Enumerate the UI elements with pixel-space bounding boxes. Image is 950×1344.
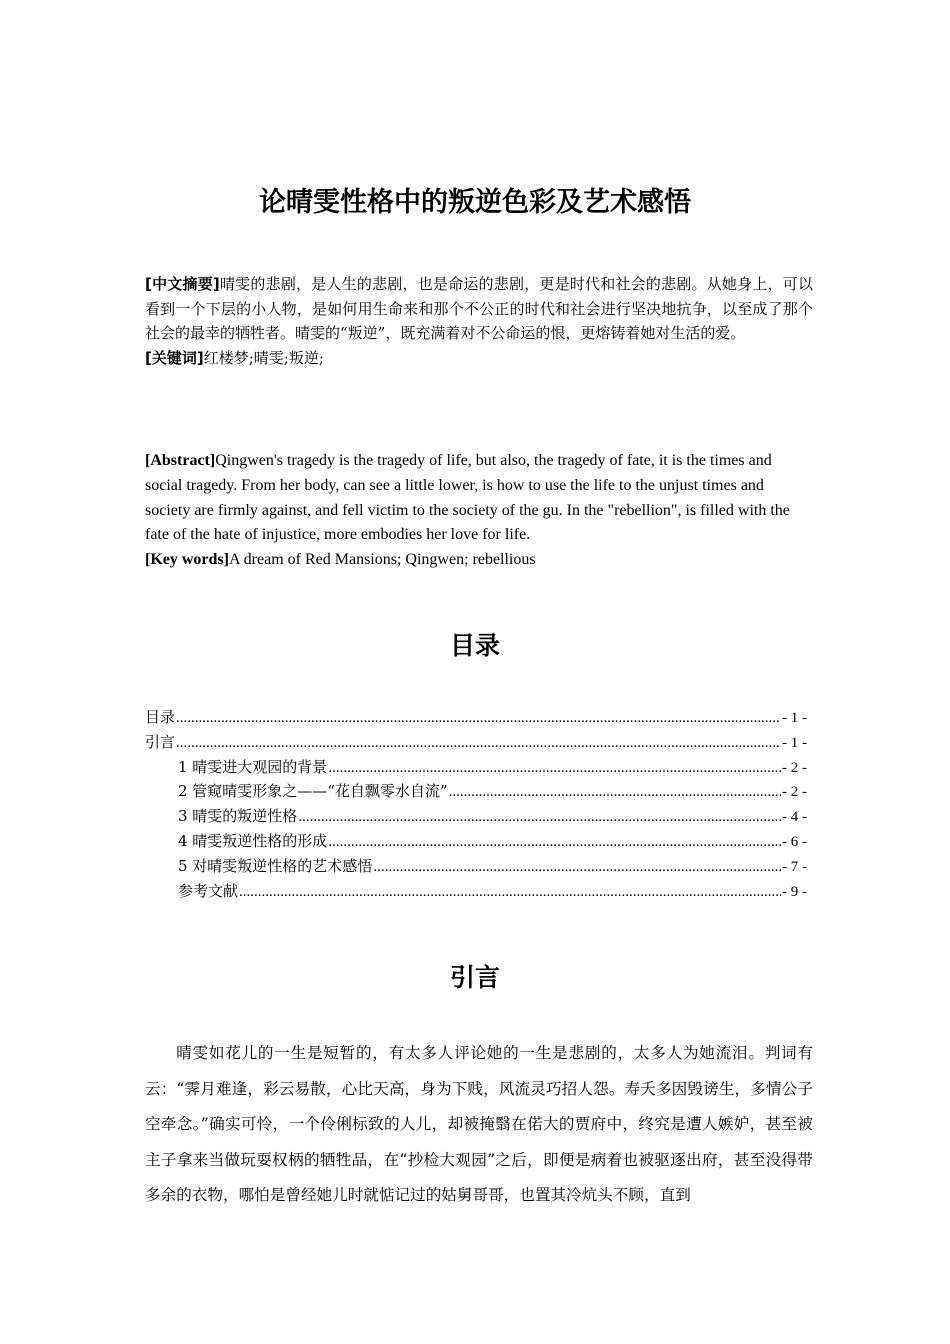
chinese-abstract-paragraph	[145, 272, 813, 346]
toc-entry-page: - 1 -	[782, 734, 807, 751]
toc-entry[interactable]	[145, 705, 807, 730]
toc-entry-page: - 2 -	[782, 784, 807, 801]
english-abstract-label: [Abstract]	[145, 452, 216, 469]
chinese-keywords	[145, 346, 813, 371]
toc-leader-dots	[298, 805, 781, 830]
toc-leader-dots	[176, 706, 781, 731]
toc-entry[interactable]	[145, 730, 807, 755]
toc-entry-page: - 2 -	[782, 759, 807, 776]
toc-leader-dots	[239, 880, 781, 905]
english-keywords-text: A dream of Red Mansions; Qingwen; rebellious	[228, 551, 536, 569]
toc-entry[interactable]	[145, 829, 807, 854]
english-abstract	[145, 449, 813, 573]
toc-entry-label: 参考文献	[178, 881, 239, 900]
english-keywords	[145, 548, 813, 573]
english-abstract-paragraph	[145, 449, 813, 548]
chinese-keywords-text: 红楼梦;晴雯;叛逆;	[203, 348, 324, 367]
toc-entry-page: - 1 -	[782, 710, 807, 726]
table-of-contents	[145, 705, 807, 903]
toc-leader-dots	[449, 780, 781, 805]
toc-leader-dots	[373, 855, 781, 880]
intro-title: 引言	[449, 963, 500, 992]
toc-entry[interactable]	[145, 804, 807, 829]
toc-entry-label: 目录	[145, 708, 176, 726]
chinese-abstract-label: [中文摘要]	[145, 275, 220, 293]
chinese-abstract-text: 晴雯的悲剧，是人生的悲剧，也是命运的悲剧，更是时代和社会的悲剧。从她身上，可以看到一个下层的小人物，是如何用生命来和那个不公正的时代和社会进行坚决地抗争，以至成了那个社会的最幸的牺牲者。晴雯的“叛逆”，既充满着对不公命运的恨，更熔铸着她对生活的爱。	[145, 275, 813, 342]
toc-title: 目录	[449, 631, 500, 660]
toc-entry-label: 1 晴雯进大观园的背景	[178, 757, 328, 776]
toc-entry[interactable]	[145, 779, 807, 804]
intro-body	[145, 1036, 813, 1214]
intro-paragraph: 晴雯如花儿的一生是短暂的，有太多人评论她的一生是悲剧的，太多人为她流泪。判词有云：“霁月难逢，彩云易散，心比天高，身为下贱，风流灵巧招人怨。寿夭多因毁谤生，多情公子空牵念。”确实可怜，一个伶俐标致的人儿，却被掩翳在偌大的贾府中，终究是遭人嫉妒，甚至被主子拿来当做玩耍权柄的牺牲品，在“抄检大观园”之后，即便是病着也被驱逐出府，甚至没得带多余的衣物，哪怕是曾经她儿时就惦记过的姑舅哥哥，也置其冷炕头不顾，直到	[145, 1044, 813, 1205]
toc-entry-page: - 7 -	[782, 858, 807, 875]
toc-entry-page: - 6 -	[782, 833, 807, 850]
chinese-keywords-label: [关键词]	[145, 348, 204, 367]
toc-entry-page: - 9 -	[782, 883, 807, 900]
toc-leader-dots	[328, 756, 781, 781]
toc-entry[interactable]	[145, 854, 807, 879]
english-abstract-text: Qingwen's tragedy is the tragedy of life, but also, the tragedy of fate, it is the times and social tragedy. From her body, can see a little lower, is how to use the life to the unjust times and society are firmly against, and fell victim to the society of the gu. In the "rebellion", is filled with the fate of the hate of injustice, more embodies her love for life.	[145, 452, 790, 544]
document-title: 论晴雯性格中的叛逆色彩及艺术感悟	[259, 187, 691, 218]
toc-entry-label: 引言	[145, 732, 176, 751]
chinese-abstract	[145, 272, 813, 370]
toc-entry-page: - 4 -	[782, 809, 807, 826]
toc-entry-label: 2 管窥晴雯形象之——“花自飘零水自流”	[178, 782, 448, 801]
toc-entry[interactable]	[145, 879, 807, 904]
toc-entry[interactable]	[145, 755, 807, 780]
toc-entry-label: 4 晴雯叛逆性格的形成	[178, 831, 328, 850]
english-keywords-label: [Key words]	[145, 551, 229, 569]
toc-entry-label: 3 晴雯的叛逆性格	[178, 807, 298, 826]
toc-leader-dots	[176, 731, 781, 756]
toc-entry-label: 5 对晴雯叛逆性格的艺术感悟	[178, 856, 373, 875]
toc-leader-dots	[328, 830, 781, 855]
